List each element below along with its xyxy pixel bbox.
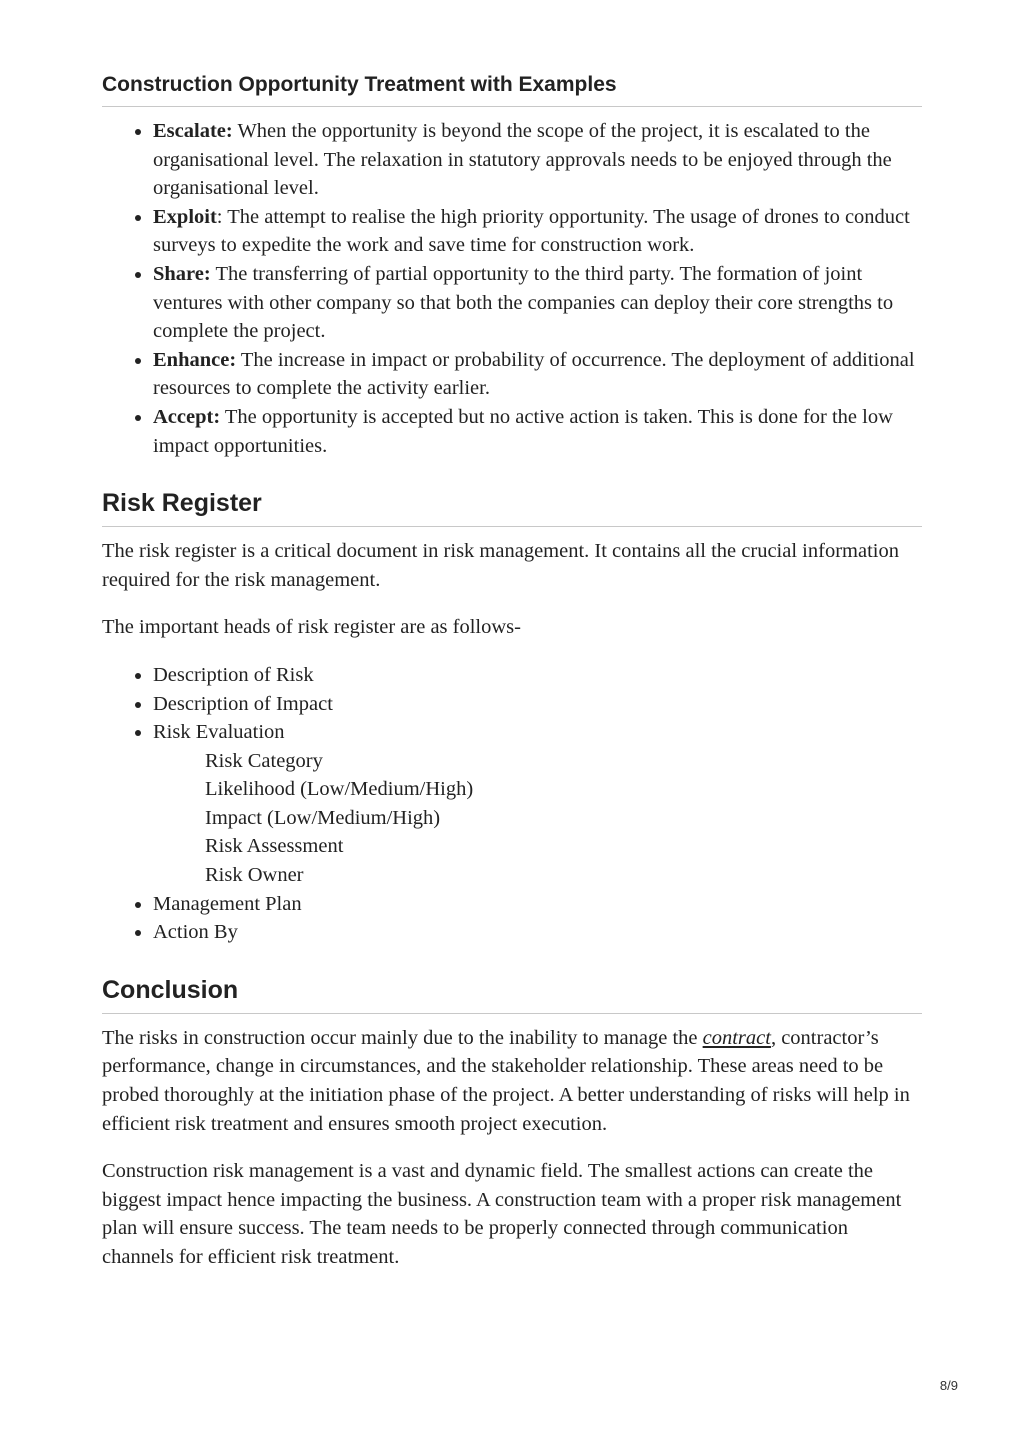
contract-link[interactable]: contract	[702, 1026, 771, 1049]
section-title-opportunity-treatment: Construction Opportunity Treatment with Examples	[102, 70, 922, 107]
sublist-item: Risk Owner	[205, 864, 304, 887]
list-item: • Action By	[153, 918, 922, 947]
sublist-item: Risk Assessment	[205, 835, 344, 858]
opportunity-treatment-list	[102, 117, 922, 460]
section-title-risk-register: Risk Register	[102, 486, 922, 527]
risk-register-heads-intro: The important heads of risk register are as follows-	[102, 616, 521, 639]
conclusion-paragraph-1	[102, 1024, 922, 1138]
sublist-item: Likelihood (Low/Medium/High)	[205, 778, 474, 801]
list-item	[153, 117, 922, 203]
item-term: Exploit	[153, 205, 217, 228]
risk-register-intro: The risk register is a critical document in risk management. It contains all the crucial information required for the risk management.	[102, 540, 899, 591]
conclusion-paragraph-2: Construction risk management is a vast and dynamic field. The smallest actions can create the biggest impact hence impacting the business. A construction team with a proper risk management plan will ensure success. The team needs to be properly connected through communication channels for efficient risk treatment.	[102, 1160, 902, 1268]
item-term: Escalate:	[153, 120, 233, 142]
item-term: Enhance:	[153, 348, 237, 371]
list-item	[153, 203, 922, 260]
conclusion-text-before: The risks in construction occur mainly due to the inability to manage the	[102, 1026, 703, 1049]
risk-evaluation-sublist	[153, 747, 922, 890]
list-item: • Description of Risk	[153, 661, 922, 690]
list-item: • Management Plan	[153, 890, 922, 919]
sublist-item: Impact (Low/Medium/High)	[205, 806, 441, 829]
page-number: 8/9	[939, 1378, 958, 1393]
sublist-item: Risk Category	[205, 749, 323, 772]
item-text: The transferring of partial opportunity to the third party. The formation of joint ventures with other company so that both the companies can deploy their core strengths to complete the project.	[153, 262, 894, 343]
conclusion-text-after: , contractor’s performance, change in circumstances, and the stakeholder relationship. These areas need to be probed thoroughly at the initiation phase of the project. A better understanding of risks will help in efficient risk treatment and ensures smooth project execution.	[102, 1026, 910, 1135]
item-term: Accept:	[153, 405, 221, 428]
item-text: The opportunity is accepted but no active action is taken. This is done for the low impact opportunities.	[153, 405, 893, 457]
item-term: Share:	[153, 262, 211, 285]
list-item	[153, 718, 922, 890]
list-item: • Description of Impact	[153, 690, 922, 719]
item-text: : The attempt to realise the high priority opportunity. The usage of drones to conduct surveys to expedite the work and save time for construction work.	[153, 205, 910, 257]
item-text: The increase in impact or probability of occurrence. The deployment of additional resources to complete the activity earlier.	[153, 348, 915, 400]
item-text: When the opportunity is beyond the scope of the project, it is escalated to the organisational level. The relaxation in statutory approvals needs to be enjoyed through the organisational level.	[153, 120, 892, 200]
list-item-label: Risk Evaluation	[153, 721, 285, 744]
list-item	[153, 346, 922, 403]
list-item	[153, 260, 922, 346]
list-item	[153, 403, 922, 460]
risk-register-heads-list	[102, 661, 922, 947]
section-title-conclusion: Conclusion	[102, 973, 922, 1014]
document-page	[102, 70, 922, 1272]
